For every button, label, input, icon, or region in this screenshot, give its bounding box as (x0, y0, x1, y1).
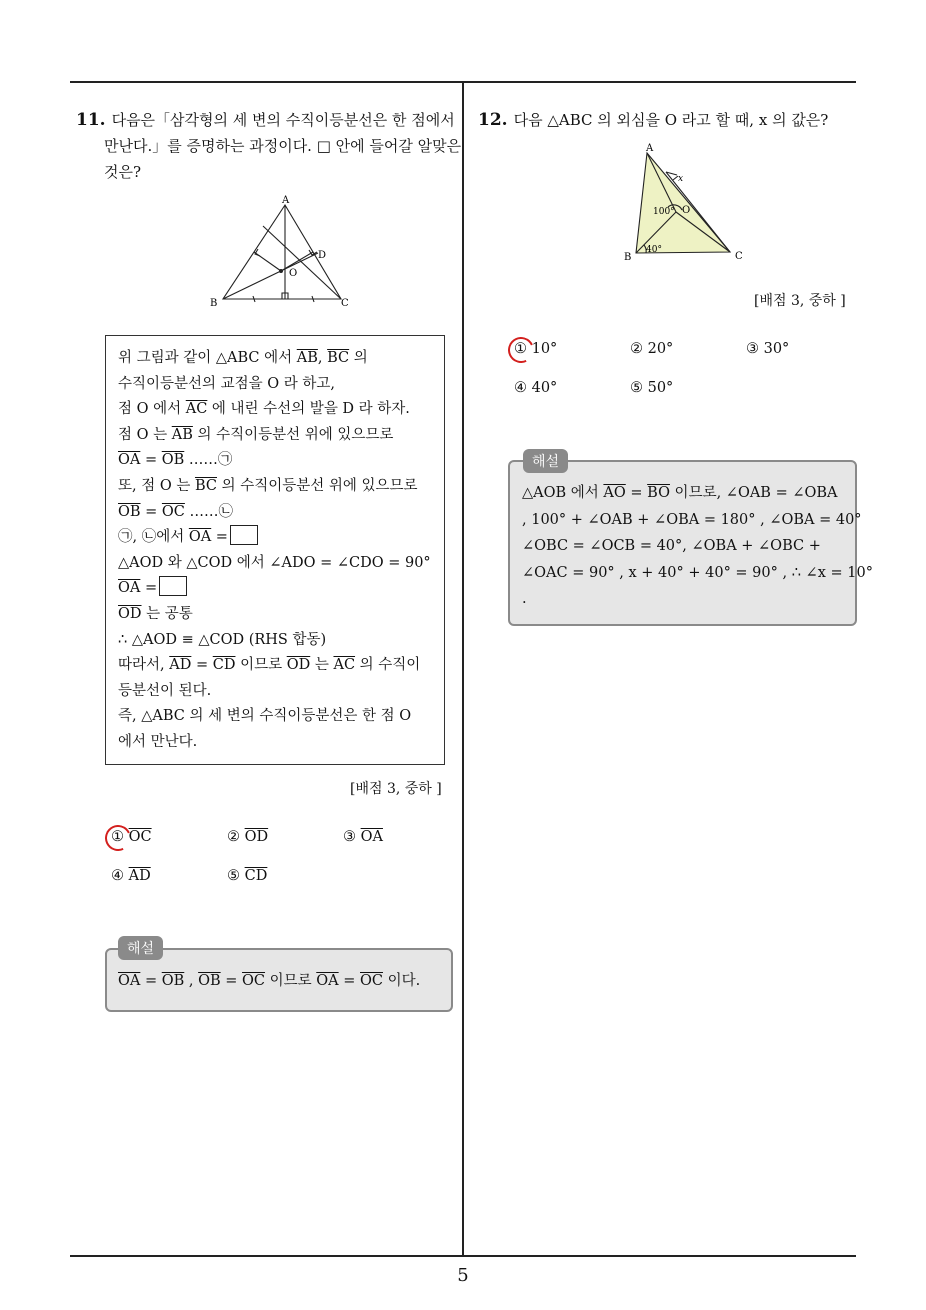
question-text-line: 만난다.」를 증명하는 과정이다. □ 안에 들어갈 알맞은 (104, 137, 462, 155)
question-text: 다음 △ABC 의 외심을 O 라고 할 때, x 의 값은? (513, 111, 829, 129)
proof-line: 따라서, $\overline{AD} = \overline{CD}$ 이므로 $\overline{OD}$ 는 $\overline{AC}$ 의 수직이 (118, 657, 421, 674)
score-label: [배점 3, 중하 ] (350, 781, 442, 797)
choice-5[interactable]: ⑤ 50° (630, 380, 674, 396)
question-12 (478, 107, 848, 133)
proof-line: ∴ △AOD ≡ △COD (RHS 합동) (118, 631, 327, 648)
vertex-label-b: B (624, 252, 632, 263)
proof-line: $\overline{OB} = \overline{OC}$ ……㉡ (118, 503, 234, 520)
proof-line: 즉, △ABC 의 세 변의 수직이등분선은 한 점 O (118, 708, 412, 725)
vertex-label-b: B (210, 298, 218, 309)
proof-line: 또, 점 O 는 $\overline{BC}$ 의 수직이등분선 위에 있으므로 (118, 477, 418, 494)
question-11 (76, 107, 462, 185)
question-text-line: 다음은「삼각형의 세 변의 수직이등분선은 한 점에서 (111, 111, 455, 129)
proof-line: △AOD 와 △COD 에서 ∠ADO = ∠CDO = 90° (118, 554, 431, 571)
column-divider (462, 82, 464, 1257)
angle-label-x: x (678, 174, 684, 184)
answer-blank-box (159, 576, 187, 596)
proof-line: 위 그림과 같이 △ABC 에서 $\overline{AB}$, $\overline{BC}$ 의 (118, 350, 368, 366)
proof-line: 수직이등분선의 교점을 O 라 하고, (118, 375, 336, 392)
solution-text: $\overline{OA} = \overline{OB}$ , $\overline{OB} = \overline{OC}$ 이므로 $\overline{OA} = \overline{OC}$ 이다. (118, 973, 421, 989)
vertex-label-c: C (735, 251, 743, 262)
choice-3[interactable]: ③ 30° (746, 341, 790, 357)
page-number: 5 (457, 1265, 469, 1286)
question-text-line: 것은? (104, 163, 142, 181)
choice-4[interactable]: ④ $\overline{AD}$ (111, 868, 151, 884)
choice-1[interactable]: ① $\overline{OC}$ (111, 829, 152, 845)
choice-5[interactable]: ⑤ $\overline{CD}$ (227, 868, 268, 884)
triangle-figure-q12 (620, 140, 750, 265)
vertex-label-a: A (646, 143, 654, 154)
proof-line: 점 O 는 $\overline{AB}$ 의 수직이등분선 위에 있으므로 (118, 426, 394, 443)
angle-label-100: 100° (653, 207, 675, 217)
vertex-label-c: C (341, 298, 349, 309)
point-label-o: O (289, 268, 298, 279)
proof-line: $\overline{OA}$ = (118, 576, 434, 602)
question-number: 11. (76, 110, 106, 130)
solution-line: . (522, 591, 527, 607)
choice-1[interactable]: ① 10° (514, 341, 558, 357)
solution-line: ∠OAC = 90° , x + 40° + 40° = 90° , ∴ ∠x = 10° (522, 564, 873, 581)
solution-tag: 해설 (118, 936, 163, 960)
triangle-figure-q11 (205, 192, 355, 310)
choice-2[interactable]: ② 20° (630, 341, 674, 357)
choice-2[interactable]: ② $\overline{OD}$ (227, 829, 269, 845)
angle-label-40: 40° (646, 245, 662, 255)
question-number: 12. (478, 110, 508, 130)
proof-box (105, 335, 445, 765)
bottom-rule (70, 1255, 856, 1257)
proof-line: 점 O 에서 $\overline{AC}$ 에 내린 수선의 발을 D 라 하자. (118, 401, 410, 418)
vertex-label-a: A (282, 195, 290, 206)
choice-4[interactable]: ④ 40° (514, 380, 558, 396)
solution-text (522, 480, 873, 613)
solution-line: △AOB 에서 $\overline{AO} = \overline{BO}$ 이므로, ∠OAB = ∠OBA (522, 485, 838, 501)
solution-tag: 해설 (523, 449, 568, 473)
solution-line: ∠OBC = ∠OCB = 40°, ∠OBA + ∠OBC + (522, 538, 821, 554)
point-label-o: O (682, 205, 691, 216)
proof-line: ㉠, ㉡에서 $\overline{OA}$ = (118, 525, 434, 551)
choice-3[interactable]: ③ $\overline{OA}$ (343, 829, 383, 845)
proof-line: 등분선이 된다. (118, 682, 212, 699)
point-label-d: D (318, 250, 327, 261)
proof-line: $\overline{OD}$ 는 공통 (118, 605, 193, 622)
proof-line: $\overline{OA} = \overline{OB}$ ……㉠ (118, 452, 233, 469)
answer-blank-box (230, 525, 258, 545)
score-label: [배점 3, 중하 ] (754, 293, 846, 309)
proof-line: 에서 만난다. (118, 733, 198, 750)
solution-line: , 100° + ∠OAB + ∠OBA = 180° , ∠OBA = 40° (522, 511, 862, 528)
